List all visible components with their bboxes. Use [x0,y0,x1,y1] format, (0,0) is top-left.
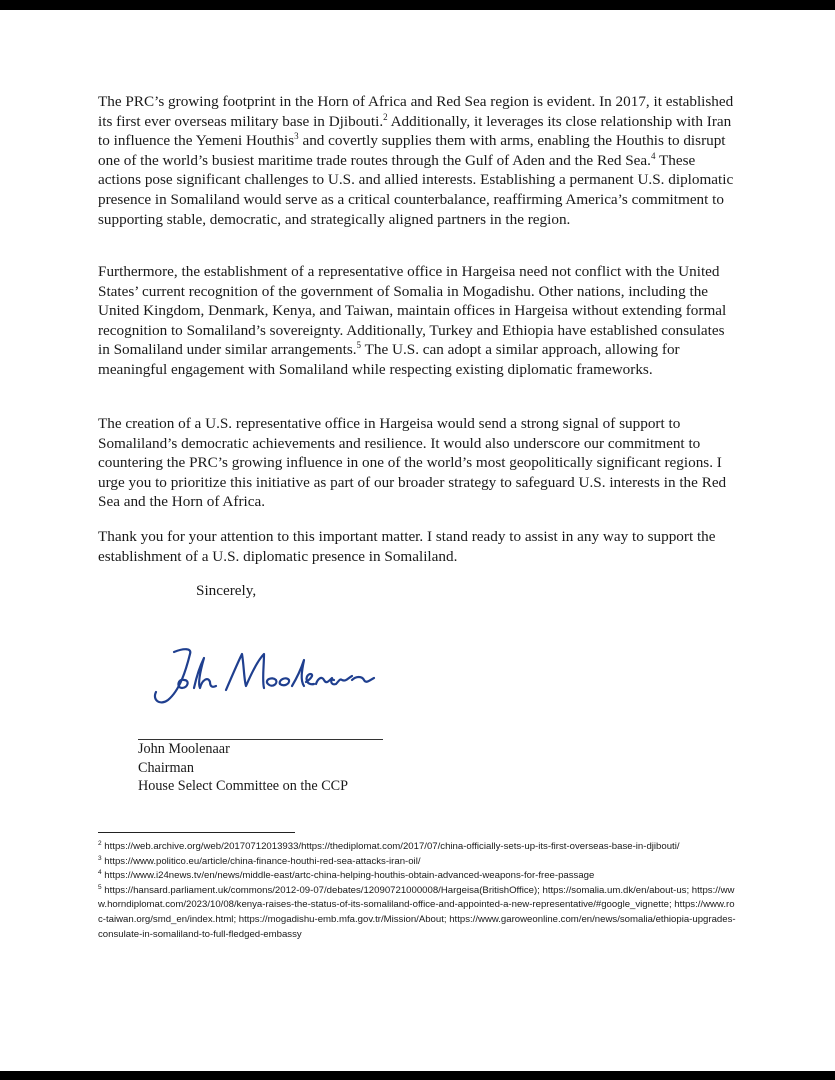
p1-text-b: Additionally, it leverages its close relationship with Iran to influence the Yemeni Houthis [98,112,732,150]
footnote-3 [98,855,738,870]
p4-text: Thank you for your attention to this important matter. I stand ready to assist in any way to support the establishment of a U.S. diplomatic presence in Somaliland. [98,528,716,565]
footnote-2 [98,840,738,855]
p2-text-b: The U.S. can adopt a similar approach, allowing for meaningful engagement with Somaliland while respecting existing diplomatic frameworks. [98,341,680,378]
paragraph-thank-you [98,527,738,566]
footnote-number: 5 [98,883,102,891]
handwritten-signature [148,640,378,710]
paragraph-hargeisa-office [98,262,738,380]
signature-block [138,740,348,796]
signatory-name: John Moolenaar [138,741,230,757]
paragraph-signal-support [98,414,738,512]
footnote-link[interactable]: https://web.archive.org/web/20170712013933/https://thediplomat.com/2017/07/china-officially-sets-up-its-first-overseas-base-in-djibouti/ [101,841,680,852]
p2-text-a: Furthermore, the establishment of a representative office in Hargeisa need not conflict with the United States’ current recognition of the government of Somalia in Mogadishu. Other nations, including the United Kingdom, Denmark, Kenya, and Taiwan, maintain offices in Hargeisa without extending formal recognition to Somaliland’s sovereignty. Additionally, Turkey and Ethiopia have established consulates in Somaliland under similar arrangements. [98,263,727,359]
footnote-ref-3: 3 [294,131,299,142]
p1-text-d: These actions pose significant challenges to U.S. and allied interests. Establishing a permanent U.S. diplomatic presence in Somaliland would serve as a critical counterbalance, reaffirming America’s commitment to supporting stable, democratic, and strategically aligned partners in the region. [98,151,734,228]
footnote-number: 3 [98,854,102,862]
footnote-4 [98,869,738,884]
footnote-link[interactable]: https://hansard.parliament.uk/commons/2012-09-07/debates/12090721000008/Hargeisa(BritishOffice); https://somalia.um.dk/en/about-us; https://www.horndiplomat.com/2023/10/08/kenya-raises-the-status-of-its-somaliland-office-and-appointed-a-new-representative/#google_vignette; https://www.roc-taiwan.org/smd_en/index.html; https://mogadishu-emb.mfa.gov.tr/Mission/About; https://www.garoweonline.com/en/news/somalia/ethiopia-upgrades-consulate-in-somaliland-to-full-fledged-embassy [98,884,736,940]
footnote-rule [98,832,295,833]
footnote-link[interactable]: https://www.politico.eu/article/china-finance-houthi-red-sea-attacks-iran-oil/ [101,855,421,867]
footnote-ref-2: 2 [383,111,388,122]
footnote-number: 2 [98,839,102,847]
p1-text-c: and covertly supplies them with arms, enabling the Houthis to disrupt one of the world’s busiest maritime trade routes through the Gulf of Aden and the Red Sea. [98,132,726,169]
bottom-frame-bar [0,1071,835,1080]
signatory-committee: House Select Committee on the CCP [138,778,349,795]
p3-text: The creation of a U.S. representative office in Hargeisa would send a strong signal of support to Somaliland’s democratic achievements and resilience. It would also underscore our commitment to countering the PRC’s growing influence in one of the world’s most geopolitically significant regions. I urge you to prioritize this initiative as part of our broader strategy to safeguard U.S. interests in the Red Sea and the Horn of Africa. [98,415,727,511]
p1-text-a: The PRC’s growing footprint in the Horn of Africa and Red Sea region is evident. In 2017, it established its first ever overseas military base in Djibouti. [98,93,734,130]
footnote-number: 4 [98,869,102,876]
signatory-title: Chairman [138,759,194,776]
footnote-5 [98,884,738,942]
closing-salutation: Sincerely, [196,582,257,599]
footnote-ref-4: 4 [650,150,656,161]
footnotes [98,840,738,942]
footnote-ref-5: 5 [356,340,362,351]
top-frame-bar [0,0,835,10]
footnote-link[interactable]: https://www.i24news.tv/en/news/middle-east/artc-china-helping-houthis-obtain-advanced-weapons-for-free-passage [101,870,595,882]
paragraph-prc-footprint [98,92,738,229]
